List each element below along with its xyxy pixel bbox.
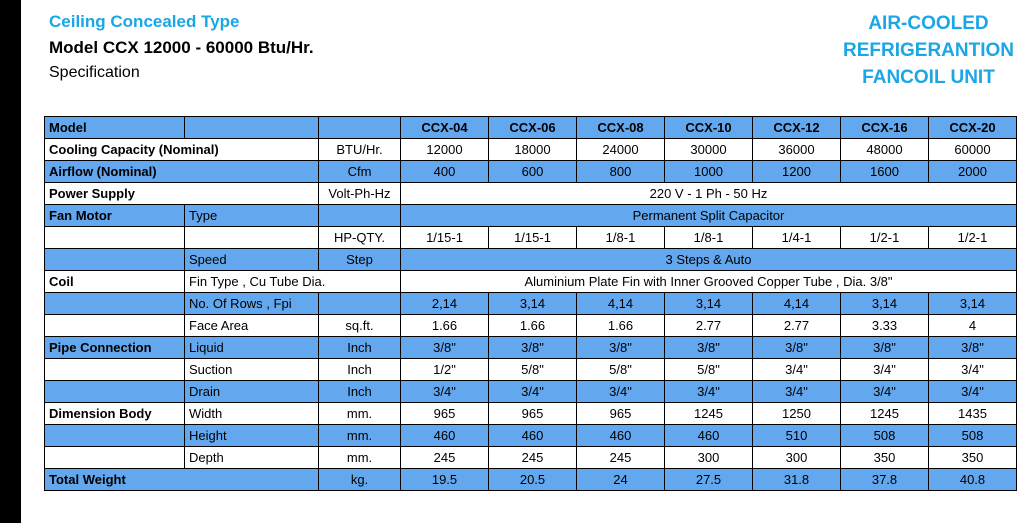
sub-label: Face Area	[185, 315, 319, 337]
value-cell: 1245	[665, 403, 753, 425]
model-title: Model CCX 12000 - 60000 Btu/Hr.	[49, 38, 314, 57]
model-header: CCX-16	[841, 117, 929, 139]
model-header: CCX-12	[753, 117, 841, 139]
header-left	[49, 10, 314, 85]
sub-label: Speed	[185, 249, 319, 271]
product-title-line3: FANCOIL UNIT	[862, 67, 995, 88]
value-cell: 3/4"	[489, 381, 577, 403]
value-cell: 3.33	[841, 315, 929, 337]
table-row-fan-hp	[45, 227, 1017, 249]
row-label: Airflow (Nominal)	[45, 161, 319, 183]
table-row-fan-type	[45, 205, 1017, 227]
value-cell: 3/4"	[929, 359, 1017, 381]
value-cell: 3,14	[665, 293, 753, 315]
value-cell: 1/4-1	[753, 227, 841, 249]
value-cell: 3,14	[841, 293, 929, 315]
table-row-pipe-liquid	[45, 337, 1017, 359]
value-cell: 600	[489, 161, 577, 183]
value-cell: 245	[577, 447, 665, 469]
sub-label: Suction	[185, 359, 319, 381]
value-cell: 1/2-1	[841, 227, 929, 249]
unit-cell: sq.ft.	[319, 315, 401, 337]
unit-cell: Inch	[319, 381, 401, 403]
value-cell: 1600	[841, 161, 929, 183]
table-row-pipe-drain	[45, 381, 1017, 403]
value-cell: 460	[665, 425, 753, 447]
value-cell: 31.8	[753, 469, 841, 491]
value-cell: 3/4"	[665, 381, 753, 403]
value-cell: 460	[577, 425, 665, 447]
type-title: Ceiling Concealed Type	[49, 12, 240, 31]
value-cell: 3/8"	[401, 337, 489, 359]
sub-label: Type	[185, 205, 319, 227]
value-cell: 3/8"	[665, 337, 753, 359]
model-header: CCX-08	[577, 117, 665, 139]
value-cell: 350	[841, 447, 929, 469]
unit-cell: Volt-Ph-Hz	[319, 183, 401, 205]
value-cell: 965	[577, 403, 665, 425]
unit-cell: Inch	[319, 359, 401, 381]
value-cell: 800	[577, 161, 665, 183]
value-cell: 2000	[929, 161, 1017, 183]
table-row-weight	[45, 469, 1017, 491]
value-cell: 3,14	[929, 293, 1017, 315]
value-cell: 1000	[665, 161, 753, 183]
value-cell: 3/8"	[577, 337, 665, 359]
model-header: CCX-06	[489, 117, 577, 139]
row-label: Total Weight	[45, 469, 319, 491]
row-label: Power Supply	[45, 183, 319, 205]
unit-cell: Cfm	[319, 161, 401, 183]
table-row-model	[45, 117, 1017, 139]
value-cell: 1.66	[577, 315, 665, 337]
value-cell: 19.5	[401, 469, 489, 491]
sub-label: Depth	[185, 447, 319, 469]
value-cell: 3/8"	[929, 337, 1017, 359]
value-cell: 36000	[753, 139, 841, 161]
sub-label: Fin Type , Cu Tube Dia.	[185, 271, 401, 293]
value-cell: 300	[665, 447, 753, 469]
value-cell: 3/4"	[929, 381, 1017, 403]
value-cell: 2,14	[401, 293, 489, 315]
header-right	[843, 10, 1014, 91]
value-cell: 3,14	[489, 293, 577, 315]
value-cell: 18000	[489, 139, 577, 161]
model-header: CCX-20	[929, 117, 1017, 139]
value-cell: 508	[929, 425, 1017, 447]
table-row-coil-rows	[45, 293, 1017, 315]
value-cell: 460	[489, 425, 577, 447]
unit-cell: mm.	[319, 425, 401, 447]
value-cell: 245	[401, 447, 489, 469]
value-cell: 30000	[665, 139, 753, 161]
unit-cell: Step	[319, 249, 401, 271]
value-cell: 12000	[401, 139, 489, 161]
unit-cell: HP-QTY.	[319, 227, 401, 249]
row-label: Coil	[45, 271, 185, 293]
value-cell: 220 V - 1 Ph - 50 Hz	[401, 183, 1017, 205]
unit-cell: mm.	[319, 447, 401, 469]
value-cell: 3/4"	[753, 381, 841, 403]
value-cell: 1/2"	[401, 359, 489, 381]
sub-label: Drain	[185, 381, 319, 403]
value-cell: 3/8"	[841, 337, 929, 359]
sub-label: Height	[185, 425, 319, 447]
value-cell: 1/8-1	[577, 227, 665, 249]
value-cell: 24	[577, 469, 665, 491]
value-cell: 3/8"	[489, 337, 577, 359]
value-cell: 37.8	[841, 469, 929, 491]
table-row-dim-width	[45, 403, 1017, 425]
table-row-coil-fin	[45, 271, 1017, 293]
value-cell: 1250	[753, 403, 841, 425]
value-cell: 4,14	[753, 293, 841, 315]
value-cell: 1/15-1	[401, 227, 489, 249]
value-cell: 1245	[841, 403, 929, 425]
value-cell: 5/8"	[489, 359, 577, 381]
value-cell: 1.66	[489, 315, 577, 337]
row-label: Fan Motor	[45, 205, 185, 227]
value-cell: 3 Steps & Auto	[401, 249, 1017, 271]
value-cell: 1/2-1	[929, 227, 1017, 249]
value-cell: 3/4"	[753, 359, 841, 381]
product-title-line1: AIR-COOLED	[868, 13, 989, 34]
unit-cell: kg.	[319, 469, 401, 491]
value-cell: 3/8"	[753, 337, 841, 359]
value-cell: 1/8-1	[665, 227, 753, 249]
spec-title: Specification	[49, 64, 140, 81]
value-cell: 460	[401, 425, 489, 447]
row-label: Dimension Body	[45, 403, 185, 425]
value-cell: 1.66	[401, 315, 489, 337]
value-cell: Aluminium Plate Fin with Inner Grooved Copper Tube , Dia. 3/8"	[401, 271, 1017, 293]
value-cell: 1435	[929, 403, 1017, 425]
value-cell: Permanent Split Capacitor	[401, 205, 1017, 227]
table-row-airflow	[45, 161, 1017, 183]
table-row-dim-depth	[45, 447, 1017, 469]
product-title-line2: REFRIGERANTION	[843, 40, 1014, 61]
left-black-bar	[0, 0, 21, 523]
value-cell: 965	[401, 403, 489, 425]
table-row-fan-speed	[45, 249, 1017, 271]
row-label: Cooling Capacity (Nominal)	[45, 139, 319, 161]
unit-cell: Inch	[319, 337, 401, 359]
value-cell: 1/15-1	[489, 227, 577, 249]
table-row-cooling	[45, 139, 1017, 161]
table-row-power	[45, 183, 1017, 205]
value-cell: 5/8"	[577, 359, 665, 381]
value-cell: 4	[929, 315, 1017, 337]
value-cell: 3/4"	[401, 381, 489, 403]
sub-label: No. Of Rows , Fpi	[185, 293, 319, 315]
table-row-dim-height	[45, 425, 1017, 447]
value-cell: 2.77	[753, 315, 841, 337]
value-cell: 60000	[929, 139, 1017, 161]
value-cell: 4,14	[577, 293, 665, 315]
value-cell: 965	[489, 403, 577, 425]
sub-label: Liquid	[185, 337, 319, 359]
row-label: Model	[45, 117, 185, 139]
value-cell: 27.5	[665, 469, 753, 491]
row-label: Pipe Connection	[45, 337, 185, 359]
value-cell: 245	[489, 447, 577, 469]
value-cell: 2.77	[665, 315, 753, 337]
spec-table	[44, 116, 1017, 491]
value-cell: 3/4"	[841, 359, 929, 381]
value-cell: 40.8	[929, 469, 1017, 491]
model-header: CCX-10	[665, 117, 753, 139]
value-cell: 300	[753, 447, 841, 469]
table-row-coil-face	[45, 315, 1017, 337]
value-cell: 5/8"	[665, 359, 753, 381]
value-cell: 510	[753, 425, 841, 447]
value-cell: 24000	[577, 139, 665, 161]
value-cell: 400	[401, 161, 489, 183]
value-cell: 48000	[841, 139, 929, 161]
sub-label: Width	[185, 403, 319, 425]
value-cell: 1200	[753, 161, 841, 183]
unit-cell: BTU/Hr.	[319, 139, 401, 161]
value-cell: 350	[929, 447, 1017, 469]
value-cell: 3/4"	[841, 381, 929, 403]
value-cell: 20.5	[489, 469, 577, 491]
table-row-pipe-suction	[45, 359, 1017, 381]
value-cell: 508	[841, 425, 929, 447]
value-cell: 3/4"	[577, 381, 665, 403]
model-header: CCX-04	[401, 117, 489, 139]
unit-cell: mm.	[319, 403, 401, 425]
